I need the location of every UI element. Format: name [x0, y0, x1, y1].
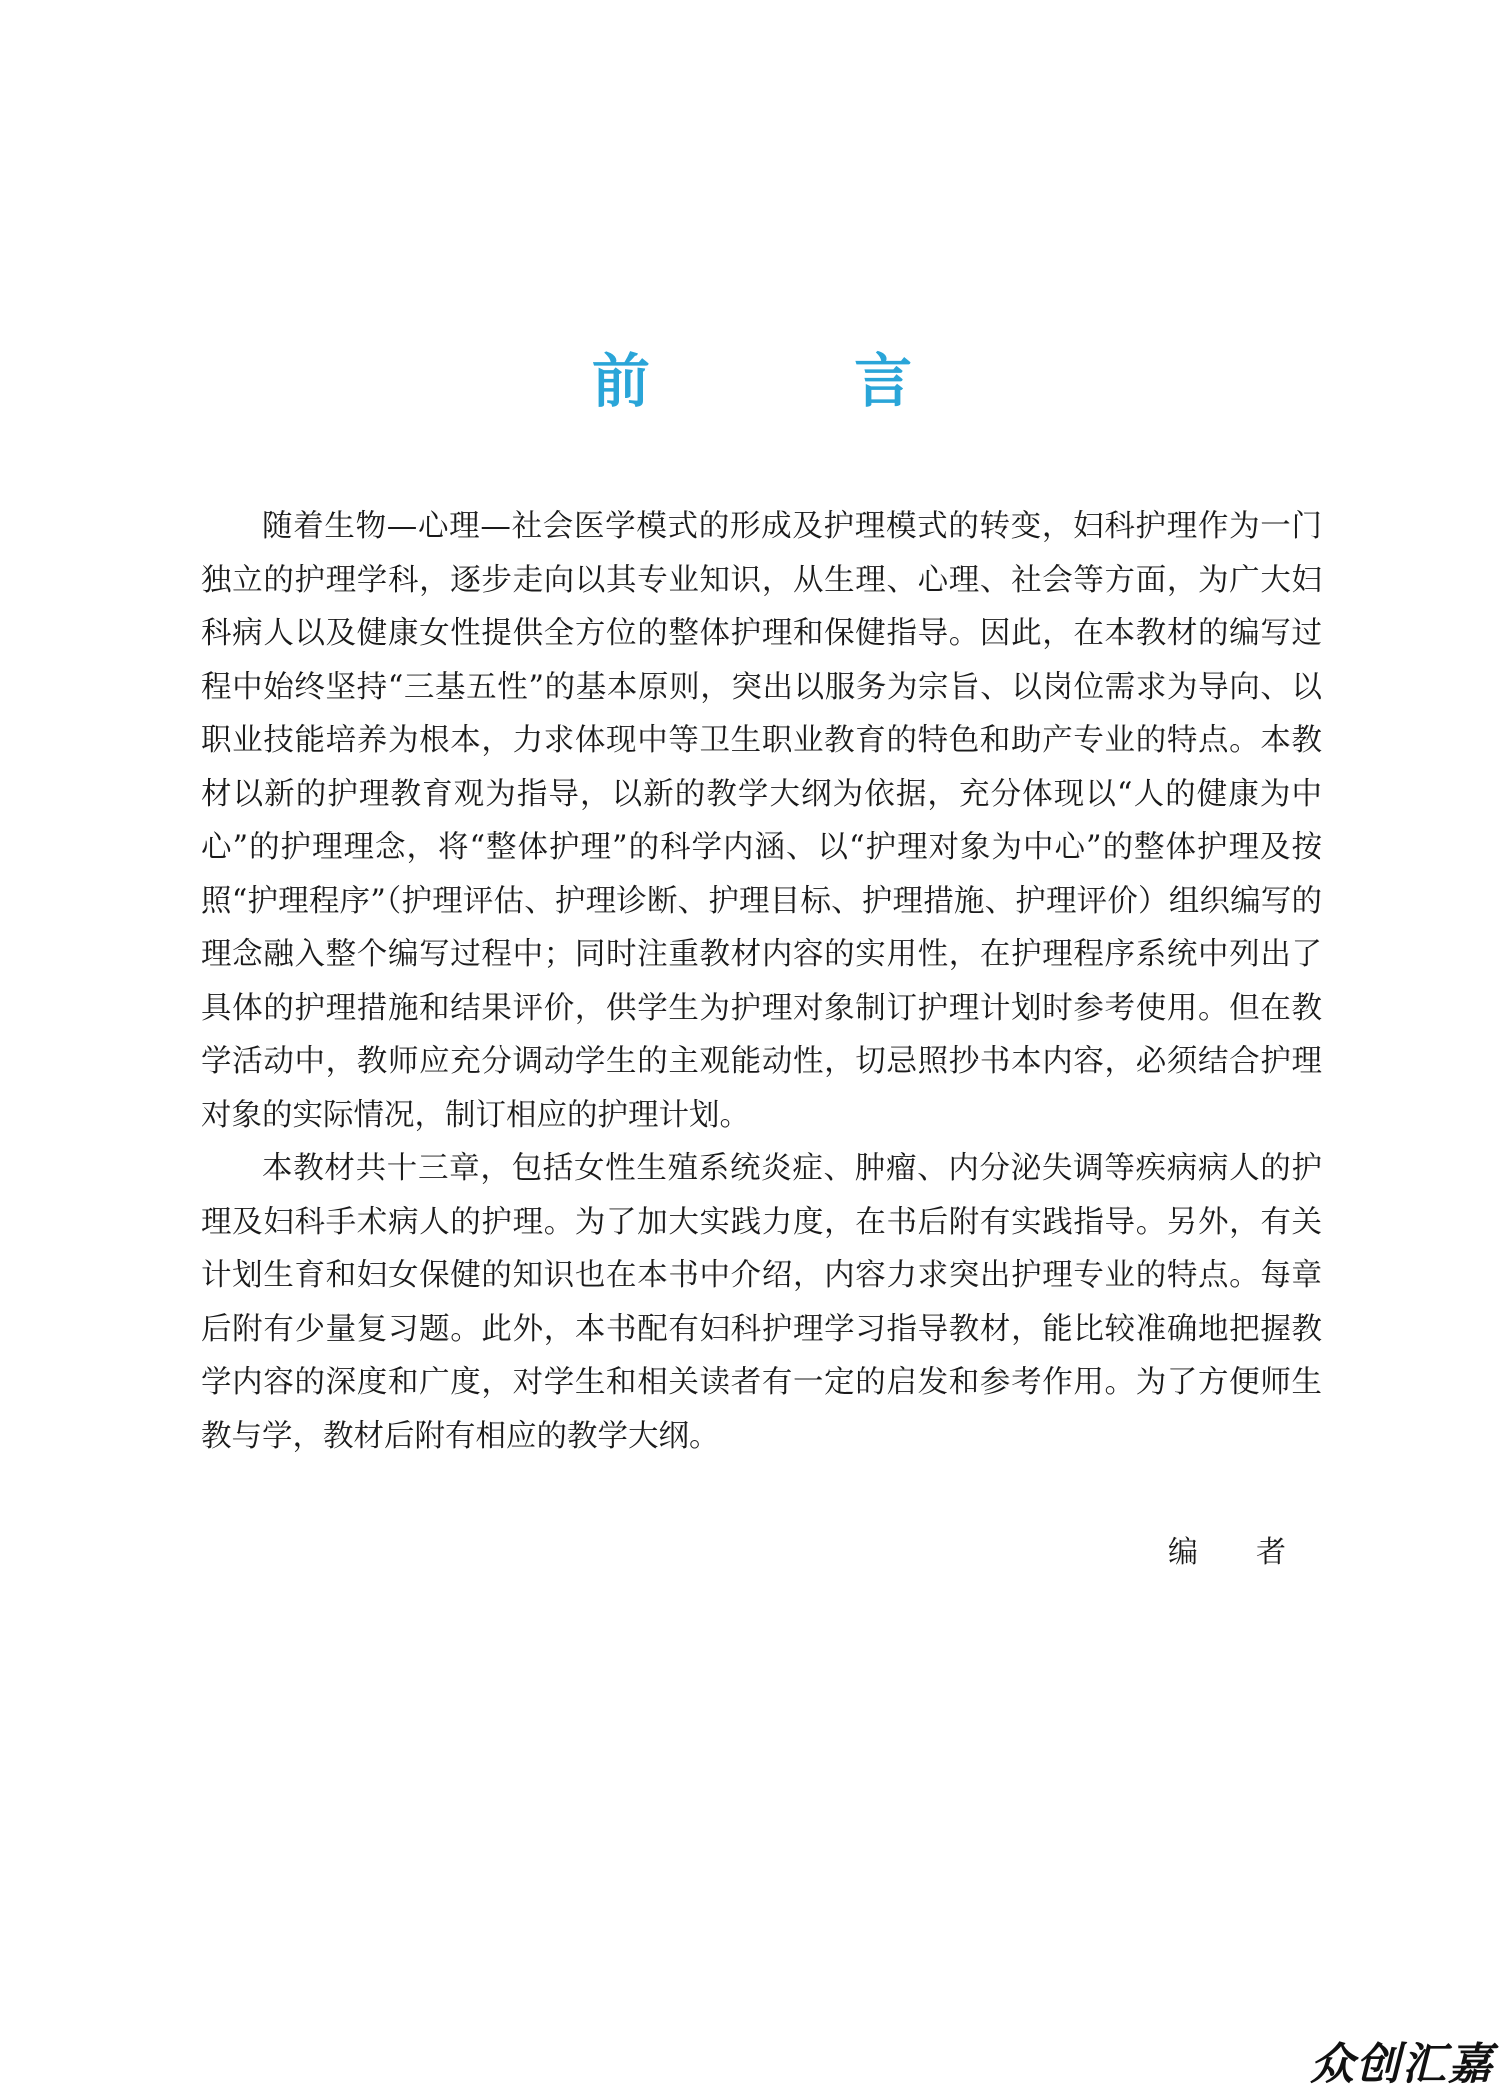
preface-body [201, 500, 1322, 1463]
author-signature: 编者 [1168, 1535, 1344, 1570]
watermark-logo: 众创汇嘉 [1310, 2039, 1494, 2090]
paragraph-1: 随着生物—心理—社会医学模式的形成及护理模式的转变，妇科护理作为一门独立的护理学科，逐步走向以其专业知识，从生理、心理、社会等方面，为广大妇科病人以及健康女性提供全方位的整体护理和保健指导。因此，在本教材的编写过程中始终坚持“三基五性”的基本原则，突出以服务为宗旨、以岗位需求为导向、以职业技能培养为根本，力求体现中等卫生职业教育的特色和助产专业的特点。本教材以新的护理教育观为指导，以新的教学大纲为依据，充分体现以“人的健康为中心”的护理理念，将“整体护理”的科学内涵、以“护理对象为中心”的整体护理及按照“护理程序”（护理评估、护理诊断、护理目标、护理措施、护理评价）组织编写的理念融入整个编写过程中；同时注重教材内容的实用性，在护理程序系统中列出了具体的护理措施和结果评价，供学生为护理对象制订护理计划时参考使用。但在教学活动中，教师应充分调动学生的主观能动性，切忌照抄书本内容，必须结合护理对象的实际情况，制订相应的护理计划。 [201, 509, 1322, 1133]
page-title: 前 言 [591, 347, 1005, 415]
paragraph-2: 本教材共十三章，包括女性生殖系统炎症、肿瘤、内分泌失调等疾病病人的护理及妇科手术病人的护理。为了加大实践力度，在书后附有实践指导。另外，有关计划生育和妇女保健的知识也在本书中介绍，内容力求突出护理专业的特点。每章后附有少量复习题。此外，本书配有妇科护理学习指导教材，能比较准确地把握教学内容的深度和广度，对学生和相关读者有一定的启发和参考作用。为了方便师生教与学，教材后附有相应的教学大纲。 [201, 1151, 1322, 1454]
